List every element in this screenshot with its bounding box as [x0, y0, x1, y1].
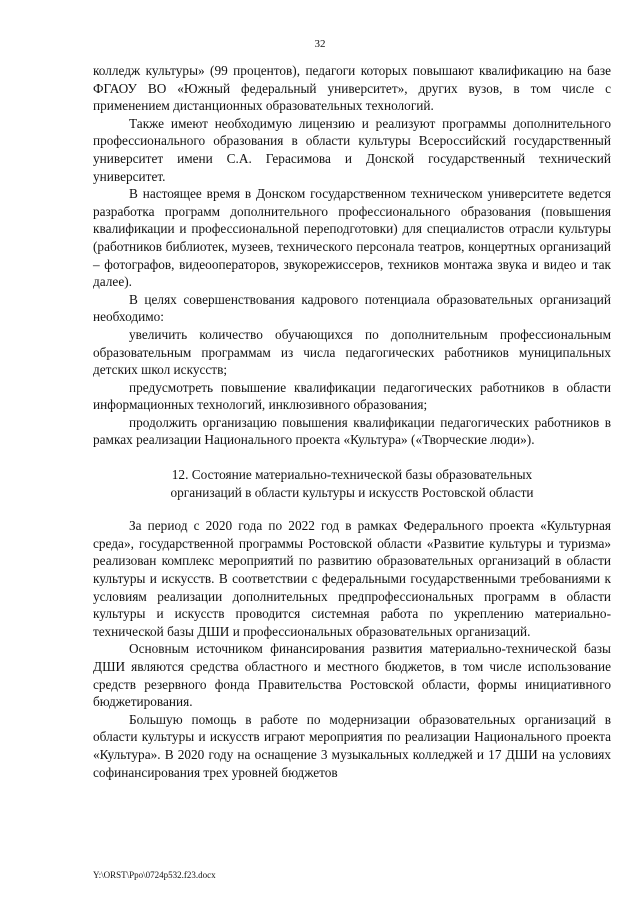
document-body [93, 62, 611, 781]
paragraph: колледж культуры» (99 процентов), педагоги которых повышают квалификацию на базе ФГАОУ ВО «Южный федеральный университет», других вузов, в том числе с применением дистанционных образовательных технологий. [93, 63, 611, 114]
paragraph: Также имеют необходимую лицензию и реализуют программы дополнительного профессионального образования в области культуры Всероссийский государственный университет имени С.А. Герасимова и Донской государственный технический университет. [93, 115, 611, 184]
page-number: 32 [314, 38, 326, 50]
paragraph: увеличить количество обучающихся по дополнительным профессиональным образовательным программам из числа педагогических работников муниципальных детских школ искусств; [93, 326, 611, 378]
paragraph: В целях совершенствования кадрового потенциала образовательных организаций необходимо: [93, 291, 611, 325]
paragraphs-bottom [93, 517, 611, 781]
paragraph: Большую помощь в работе по модернизации образовательных организаций в области культуры и искусств играют мероприятия по реализации Национального проекта «Культура». В 2020 году на оснащение 3 музыкальных колледжей и 17 ДШИ на условиях софинансирования трех уровней бюджетов [93, 711, 611, 780]
paragraphs-top [93, 62, 611, 449]
paragraph: В настоящее время в Донском государственном техническом университете ведется разработка программ дополнительного профессионального образования (повышения квалификации и профессиональной переподготовки) для специалистов отрасли культуры (работников библиотек, музеев, технического персонала театров, концертных организаций – фотографов, видеооператоров, звукорежиссеров, техников монтажа звука и видео и так далее). [93, 186, 611, 290]
paragraph: предусмотреть повышение квалификации педагогических работников в области информационных технологий, инклюзивного образования; [93, 379, 611, 413]
paragraph: продолжить организацию повышения квалификации педагогических работников в рамках реализации Национального проекта «Культура» («Творческие люди»). [93, 414, 611, 448]
section-heading-line: 12. Состояние материально-технической базы образовательных [171, 467, 533, 483]
section-heading [93, 466, 611, 501]
paragraph: За период с 2020 года по 2022 год в рамках Федерального проекта «Культурная среда», государственной программы Ростовской области «Развитие культуры и туризма» реализован комплекс мероприятий по развитию образовательных организаций в области культуры и искусств. В соответствии с федеральными государственными требованиями к условиям реализации дополнительных предпрофессиональных программ в области культуры и искусств проводится системная работа по укреплению материально-технической базы ДШИ и профессиональных образовательных организаций. [93, 518, 611, 639]
file-path-footer: Y:\ORST\Ppo\0724p532.f23.docx [93, 870, 216, 880]
paragraph: Основным источником финансирования развития материально-технической базы ДШИ являются средства областного и местного бюджетов, в том числе использование средств резервного фонда Правительства Ростовской области, формы инициативного бюджетирования. [93, 641, 611, 710]
section-heading-line: организаций в области культуры и искусств Ростовской области [170, 484, 534, 500]
